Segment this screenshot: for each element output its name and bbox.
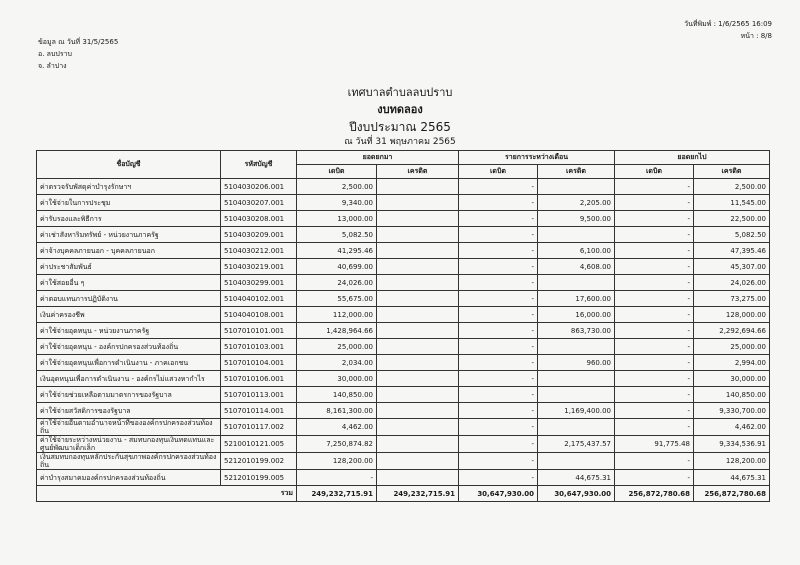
amount-cell: - xyxy=(615,307,694,323)
account-code: 5104030212.001 xyxy=(221,243,297,259)
amount-cell: 44,675.31 xyxy=(694,470,770,486)
amount-cell: 24,026.00 xyxy=(694,275,770,291)
col-header-credit: เครดิต xyxy=(377,165,459,179)
col-header-name: ชื่อบัญชี xyxy=(37,151,221,179)
account-name: เงินค่าครองชีพ xyxy=(37,307,221,323)
amount-cell: - xyxy=(459,453,538,470)
amount-cell xyxy=(538,371,615,387)
amount-cell xyxy=(538,453,615,470)
amount-cell xyxy=(377,323,459,339)
account-name: ค่าประชาสัมพันธ์ xyxy=(37,259,221,275)
col-header-carried-in: ยอดยกมา xyxy=(297,151,459,165)
account-name: ค่าใช้สอยอื่น ๆ xyxy=(37,275,221,291)
account-code: 5107010114.001 xyxy=(221,403,297,419)
print-date: วันที่พิมพ์ : 1/6/2565 16:09 xyxy=(684,20,772,28)
amount-cell: - xyxy=(459,211,538,227)
table-row xyxy=(37,307,770,323)
amount-cell xyxy=(377,195,459,211)
table-row xyxy=(37,453,770,470)
account-name: ค่ารับรองและพิธีการ xyxy=(37,211,221,227)
amount-cell: - xyxy=(615,419,694,436)
account-code: 5104030206.001 xyxy=(221,179,297,195)
report-meta-right xyxy=(684,18,772,42)
account-code: 5107010101.001 xyxy=(221,323,297,339)
amount-cell: - xyxy=(459,371,538,387)
account-name: ค่าใช้จ่ายช่วยเหลือตามมาตรการของรัฐบาล xyxy=(37,387,221,403)
col-header-debit: เดบิต xyxy=(459,165,538,179)
province: จ. ลำปาง xyxy=(38,62,67,70)
amount-cell xyxy=(377,307,459,323)
amount-cell xyxy=(538,419,615,436)
amount-cell: 41,295.46 xyxy=(297,243,377,259)
col-header-credit: เครดิต xyxy=(694,165,770,179)
as-of-date: ข้อมูล ณ วันที่ 31/5/2565 xyxy=(38,38,119,46)
amount-cell xyxy=(538,339,615,355)
amount-cell: 16,000.00 xyxy=(538,307,615,323)
table-row xyxy=(37,403,770,419)
report-meta-left xyxy=(38,36,118,72)
amount-cell: 40,699.00 xyxy=(297,259,377,275)
amount-cell: - xyxy=(615,211,694,227)
amount-cell: 73,275.00 xyxy=(694,291,770,307)
account-name: ค่าจ้างบุคคลภายนอก - บุคคลภายนอก xyxy=(37,243,221,259)
account-code: 5104030208.001 xyxy=(221,211,297,227)
account-code: 5107010104.001 xyxy=(221,355,297,371)
amount-cell: 45,307.00 xyxy=(694,259,770,275)
amount-cell: 128,200.00 xyxy=(694,453,770,470)
amount-cell: 6,100.00 xyxy=(538,243,615,259)
amount-cell: 4,608.00 xyxy=(538,259,615,275)
col-header-carried-out: ยอดยกไป xyxy=(615,151,770,165)
amount-cell: 1,169,400.00 xyxy=(538,403,615,419)
amount-cell: 44,675.31 xyxy=(538,470,615,486)
amount-cell: - xyxy=(615,291,694,307)
report-date: ณ วันที่ 31 พฤษภาคม 2565 xyxy=(344,137,456,147)
amount-cell: 47,395.46 xyxy=(694,243,770,259)
table-row xyxy=(37,195,770,211)
amount-cell: - xyxy=(615,470,694,486)
amount-cell: 140,850.00 xyxy=(297,387,377,403)
amount-cell xyxy=(377,291,459,307)
amount-cell: 8,161,300.00 xyxy=(297,403,377,419)
page-number: หน้า : 8/8 xyxy=(740,32,772,40)
account-code: 5107010113.001 xyxy=(221,387,297,403)
total-cell: 256,872,780.68 xyxy=(615,486,694,502)
amount-cell: - xyxy=(297,470,377,486)
total-cell: 30,647,930.00 xyxy=(538,486,615,502)
amount-cell xyxy=(377,419,459,436)
amount-cell xyxy=(538,275,615,291)
total-cell: 249,232,715.91 xyxy=(297,486,377,502)
amount-cell: 22,500.00 xyxy=(694,211,770,227)
amount-cell: 9,334,536.91 xyxy=(694,436,770,453)
amount-cell: - xyxy=(459,355,538,371)
amount-cell xyxy=(377,355,459,371)
amount-cell: 2,500.00 xyxy=(297,179,377,195)
amount-cell: - xyxy=(459,403,538,419)
amount-cell: 128,000.00 xyxy=(694,307,770,323)
amount-cell: 25,000.00 xyxy=(694,339,770,355)
amount-cell: 13,000.00 xyxy=(297,211,377,227)
amount-cell: 9,340.00 xyxy=(297,195,377,211)
account-name: ค่าใช้จ่ายอื่นตามอำนาจหน้าที่ขององค์กรปกครองส่วนท้องถิ่น xyxy=(37,419,221,436)
amount-cell: 2,034.00 xyxy=(297,355,377,371)
account-code: 5210010121.005 xyxy=(221,436,297,453)
table-row xyxy=(37,436,770,453)
amount-cell: 2,175,437.57 xyxy=(538,436,615,453)
amount-cell: 25,000.00 xyxy=(297,339,377,355)
amount-cell: 4,462.00 xyxy=(694,419,770,436)
amount-cell: 128,200.00 xyxy=(297,453,377,470)
amount-cell: - xyxy=(615,403,694,419)
amount-cell xyxy=(377,211,459,227)
table-row xyxy=(37,323,770,339)
amount-cell: - xyxy=(615,259,694,275)
account-code: 5212010199.002 xyxy=(221,453,297,470)
account-code: 5104030209.001 xyxy=(221,227,297,243)
amount-cell xyxy=(377,179,459,195)
amount-cell: 2,994.00 xyxy=(694,355,770,371)
amount-cell xyxy=(377,387,459,403)
amount-cell xyxy=(377,371,459,387)
account-name: ค่าตอบแทนการปฏิบัติงาน xyxy=(37,291,221,307)
amount-cell: 5,082.50 xyxy=(694,227,770,243)
amount-cell: 112,000.00 xyxy=(297,307,377,323)
table-row xyxy=(37,371,770,387)
amount-cell: 863,730.00 xyxy=(538,323,615,339)
total-cell: 249,232,715.91 xyxy=(377,486,459,502)
account-name: เงินอุดหนุนเพื่อการดำเนินงาน - องค์กรไม่แสวงหากำไร xyxy=(37,371,221,387)
table-row xyxy=(37,275,770,291)
report-name: งบทดลอง xyxy=(377,103,423,116)
amount-cell: - xyxy=(615,275,694,291)
amount-cell: 91,775.48 xyxy=(615,436,694,453)
table-row xyxy=(37,339,770,355)
account-name: ค่าใช้จ่ายอุดหนุน - องค์กรปกครองส่วนท้องถิ่น xyxy=(37,339,221,355)
amount-cell: 140,850.00 xyxy=(694,387,770,403)
amount-cell xyxy=(377,403,459,419)
account-code: 5107010103.001 xyxy=(221,339,297,355)
account-code: 5212010199.005 xyxy=(221,470,297,486)
account-name: ค่าใช้จ่ายอุดหนุน - หน่วยงานภาครัฐ xyxy=(37,323,221,339)
amount-cell: - xyxy=(459,436,538,453)
table-row xyxy=(37,470,770,486)
amount-cell: 11,545.00 xyxy=(694,195,770,211)
table-row xyxy=(37,355,770,371)
amount-cell: 2,205.00 xyxy=(538,195,615,211)
amount-cell: - xyxy=(615,195,694,211)
report-title xyxy=(0,84,800,148)
amount-cell: - xyxy=(459,419,538,436)
amount-cell: 24,026.00 xyxy=(297,275,377,291)
account-name: เงินสมทบกองทุนหลักประกันสุขภาพองค์กรปกครองส่วนท้องถิ่น xyxy=(37,453,221,470)
amount-cell: 30,000.00 xyxy=(694,371,770,387)
amount-cell: 17,600.00 xyxy=(538,291,615,307)
account-name: ค่าบำรุงสมาคมองค์กรปกครองส่วนท้องถิ่น xyxy=(37,470,221,486)
amount-cell xyxy=(377,259,459,275)
amount-cell: - xyxy=(459,470,538,486)
amount-cell: - xyxy=(615,339,694,355)
account-code: 5104040108.001 xyxy=(221,307,297,323)
amount-cell: - xyxy=(615,243,694,259)
amount-cell: 960.00 xyxy=(538,355,615,371)
account-code: 5104030219.001 xyxy=(221,259,297,275)
organization-name: เทศบาลตำบลลบปราบ xyxy=(347,86,453,99)
total-row xyxy=(37,486,770,502)
amount-cell xyxy=(377,275,459,291)
amount-cell: - xyxy=(615,387,694,403)
amount-cell: 30,000.00 xyxy=(297,371,377,387)
district: อ. ลบปราบ xyxy=(38,50,72,58)
amount-cell: - xyxy=(459,227,538,243)
amount-cell: 2,500.00 xyxy=(694,179,770,195)
amount-cell xyxy=(538,179,615,195)
account-code: 5107010117.002 xyxy=(221,419,297,436)
amount-cell: - xyxy=(615,453,694,470)
col-header-during-month: รายการระหว่างเดือน xyxy=(459,151,615,165)
account-name: ค่าใช้จ่ายอุดหนุนเพื่อการดำเนินงาน - ภาคเอกชน xyxy=(37,355,221,371)
amount-cell: 4,462.00 xyxy=(297,419,377,436)
amount-cell xyxy=(377,339,459,355)
table-row xyxy=(37,387,770,403)
amount-cell: - xyxy=(615,227,694,243)
amount-cell: - xyxy=(615,323,694,339)
amount-cell: 2,292,694.66 xyxy=(694,323,770,339)
amount-cell: - xyxy=(459,387,538,403)
amount-cell: - xyxy=(459,275,538,291)
amount-cell: - xyxy=(459,323,538,339)
account-name: ค่าตรวจรับพัสดุค่าบำรุงรักษาฯ xyxy=(37,179,221,195)
col-header-credit: เครดิต xyxy=(538,165,615,179)
total-label: รวม xyxy=(37,486,297,502)
col-header-debit: เดบิต xyxy=(297,165,377,179)
table-row xyxy=(37,211,770,227)
amount-cell xyxy=(377,436,459,453)
table-row xyxy=(37,243,770,259)
amount-cell: 7,250,874.82 xyxy=(297,436,377,453)
amount-cell: - xyxy=(615,355,694,371)
header-row-1 xyxy=(37,151,770,165)
table-row xyxy=(37,179,770,195)
amount-cell xyxy=(377,227,459,243)
account-code: 5107010106.001 xyxy=(221,371,297,387)
amount-cell: - xyxy=(459,307,538,323)
amount-cell xyxy=(377,243,459,259)
account-name: ค่าใช้จ่ายสวัสดิการของรัฐบาล xyxy=(37,403,221,419)
amount-cell: - xyxy=(459,259,538,275)
account-code: 5104030299.001 xyxy=(221,275,297,291)
amount-cell: - xyxy=(615,179,694,195)
amount-cell: - xyxy=(459,243,538,259)
amount-cell: - xyxy=(459,291,538,307)
amount-cell xyxy=(538,227,615,243)
amount-cell xyxy=(538,387,615,403)
fiscal-year: ปีงบประมาณ 2565 xyxy=(349,120,451,134)
table-row xyxy=(37,227,770,243)
account-code: 5104030207.001 xyxy=(221,195,297,211)
amount-cell: 9,500.00 xyxy=(538,211,615,227)
account-name: ค่าใช้จ่ายในการประชุม xyxy=(37,195,221,211)
amount-cell: - xyxy=(459,195,538,211)
account-name: ค่าเช่าสังหาริมทรัพย์ - หน่วยงานภาครัฐ xyxy=(37,227,221,243)
amount-cell: 55,675.00 xyxy=(297,291,377,307)
table-row xyxy=(37,259,770,275)
trial-balance-table xyxy=(36,150,770,502)
amount-cell xyxy=(377,470,459,486)
total-cell: 256,872,780.68 xyxy=(694,486,770,502)
amount-cell: 1,428,964.66 xyxy=(297,323,377,339)
col-header-code: รหัสบัญชี xyxy=(221,151,297,179)
amount-cell: 5,082.50 xyxy=(297,227,377,243)
amount-cell xyxy=(377,453,459,470)
total-cell: 30,647,930.00 xyxy=(459,486,538,502)
amount-cell: - xyxy=(459,339,538,355)
amount-cell: 9,330,700.00 xyxy=(694,403,770,419)
col-header-debit: เดบิต xyxy=(615,165,694,179)
amount-cell: - xyxy=(615,371,694,387)
table-row xyxy=(37,419,770,436)
account-name: ค่าใช้จ่ายระหว่างหน่วยงาน - สมทบกองทุนเงินทดแทนและศูนย์พัฒนาเด็กเล็ก xyxy=(37,436,221,453)
amount-cell: - xyxy=(459,179,538,195)
table-row xyxy=(37,291,770,307)
account-code: 5104040102.001 xyxy=(221,291,297,307)
